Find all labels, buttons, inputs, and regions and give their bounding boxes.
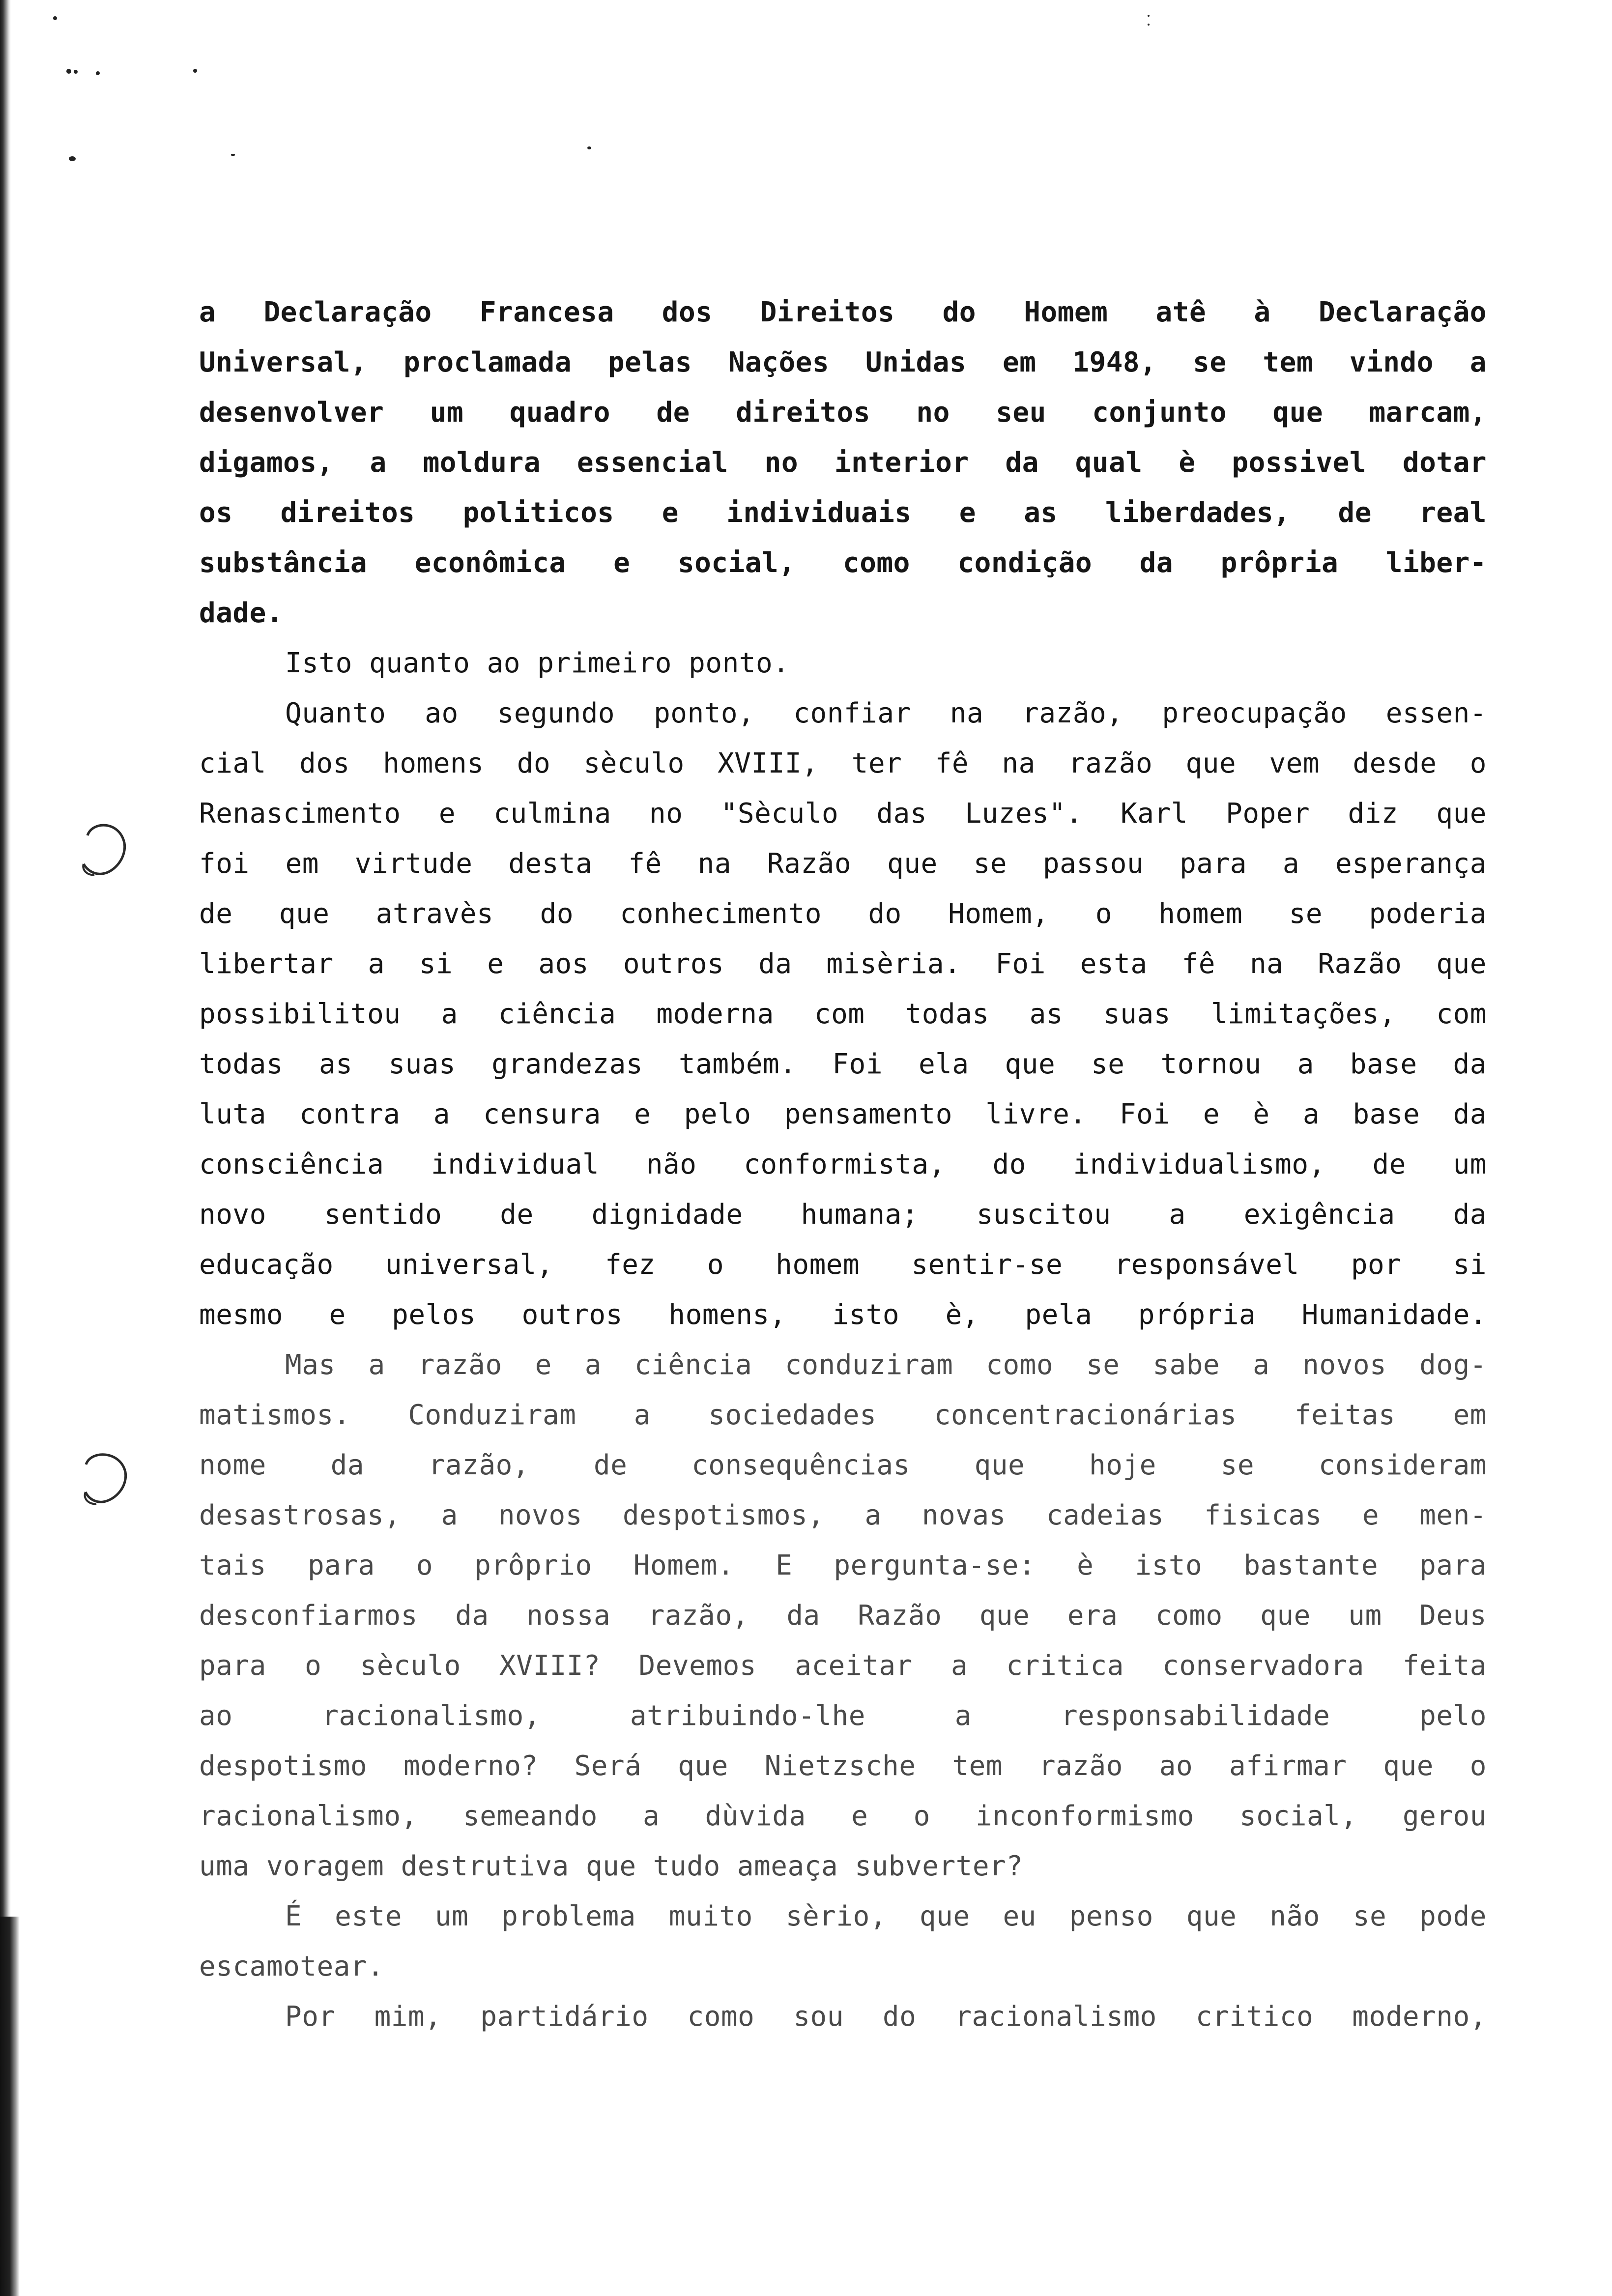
text-line: escamotear. xyxy=(199,1951,384,1982)
text-line: de que atravès do conhecimento do Homem, o homem se poderia xyxy=(199,898,1487,930)
text-line: desenvolver um quadro de direitos no seu conjunto que marcam, xyxy=(199,397,1487,429)
scan-speck xyxy=(231,154,235,156)
document-body xyxy=(199,287,1487,2042)
binding-shadow xyxy=(0,1917,20,2296)
text-line: luta contra a censura e pelo pensamento livre. Foi e è a base da xyxy=(199,1098,1487,1130)
text-line: desconfiarmos da nossa razão, da Razão que era como que um Deus xyxy=(199,1600,1487,1632)
text-line: uma voragem destrutiva que tudo ameaça subverter? xyxy=(199,1850,1023,1882)
text-line: os direitos politicos e individuais e as liberdades, de real xyxy=(199,497,1487,529)
text-line: Universal, proclamada pelas Nações Unidas em 1948, se tem vindo a xyxy=(199,346,1487,378)
scan-speck xyxy=(53,16,57,20)
text-line: digamos, a moldura essencial no interior da qual è possivel dotar xyxy=(199,447,1487,479)
text-line: É este um problema muito sèrio, que eu penso que não se pode xyxy=(285,1900,1487,1932)
scan-speck xyxy=(587,146,591,149)
scan-speck xyxy=(193,69,197,73)
text-line: Quanto ao segundo ponto, confiar na razão, preocupação essen- xyxy=(285,697,1487,729)
text-line: mesmo e pelos outros homens, isto è, pela própria Humanidade. xyxy=(199,1299,1487,1331)
scan-speck xyxy=(96,71,100,75)
scan-speck xyxy=(1148,15,1150,17)
text-line: Isto quanto ao primeiro ponto. xyxy=(285,647,790,679)
text-line: cial dos homens do sèculo XVIII, ter fê na razão que vem desde o xyxy=(199,747,1487,779)
text-line: consciência individual não conformista, do individualismo, de um xyxy=(199,1148,1487,1180)
text-line: Mas a razão e a ciência conduziram como se sabe a novos dog- xyxy=(285,1349,1487,1381)
scan-speck xyxy=(1148,24,1150,26)
text-line: possibilitou a ciência moderna com todas as suas limitações, com xyxy=(199,998,1487,1030)
text-line: todas as suas grandezas também. Foi ela que se tornou a base da xyxy=(199,1048,1487,1080)
punch-hole-mark xyxy=(73,816,132,880)
text-line: dade. xyxy=(199,597,284,629)
text-line: despotismo moderno? Será que Nietzsche tem razão ao afirmar que o xyxy=(199,1750,1487,1782)
text-line: ao racionalismo, atribuindo-lhe a responsabilidade pelo xyxy=(199,1700,1487,1732)
text-line: educação universal, fez o homem sentir-se responsável por si xyxy=(199,1249,1487,1281)
text-line: para o sèculo XVIII? Devemos aceitar a critica conservadora feita xyxy=(199,1650,1487,1682)
text-line: Por mim, partidário como sou do racionalismo critico moderno, xyxy=(285,2001,1487,2033)
text-line: racionalismo, semeando a dùvida e o inconformismo social, gerou xyxy=(199,1800,1487,1832)
text-line: novo sentido de dignidade humana; suscitou a exigência da xyxy=(199,1199,1487,1231)
text-line: tais para o prôprio Homem. E pergunta-se: è isto bastante para xyxy=(199,1550,1487,1581)
text-line: matismos. Conduziram a sociedades concentracionárias feitas em xyxy=(199,1399,1487,1431)
text-line: a Declaração Francesa dos Direitos do Homem atê à Declaração xyxy=(199,296,1487,328)
text-line: Renascimento e culmina no "Sèculo das Luzes". Karl Poper diz que xyxy=(199,798,1487,830)
punch-hole-mark xyxy=(74,1445,133,1509)
scan-speck xyxy=(74,70,78,74)
scan-speck xyxy=(69,156,76,161)
text-line: substância econômica e social, como condição da prôpria liber- xyxy=(199,547,1487,579)
text-line: foi em virtude desta fê na Razão que se passou para a esperança xyxy=(199,848,1487,880)
text-line: desastrosas, a novos despotismos, a novas cadeias fisicas e men- xyxy=(199,1499,1487,1531)
text-line: libertar a si e aos outros da misèria. Foi esta fê na Razão que xyxy=(199,948,1487,980)
scan-speck xyxy=(66,69,71,74)
text-line: nome da razão, de consequências que hoje se consideram xyxy=(199,1449,1487,1481)
